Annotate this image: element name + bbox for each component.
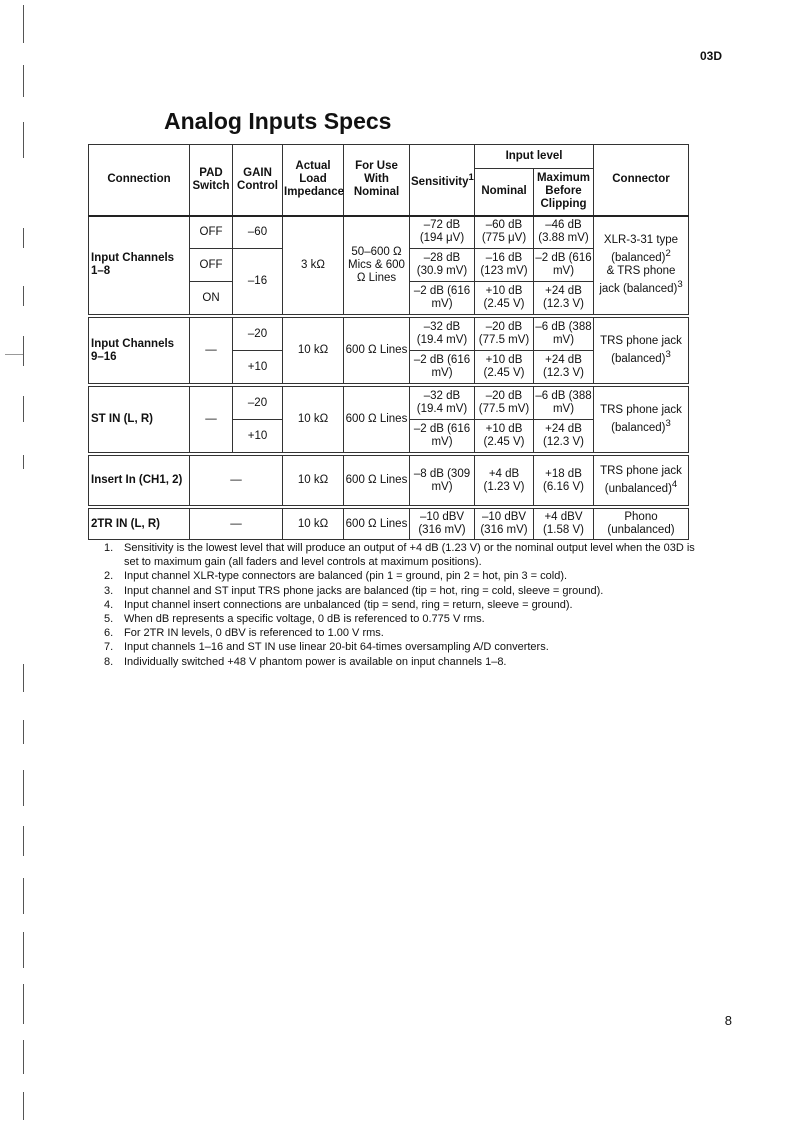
gain-cell: +10 bbox=[233, 420, 283, 453]
for-use-cell: 600 Ω Lines bbox=[344, 387, 410, 453]
scan-edge-mark bbox=[23, 826, 24, 856]
scan-edge-mark bbox=[23, 1092, 24, 1120]
scan-edge-mark bbox=[23, 932, 24, 968]
sensitivity-cell: –8 dB (309 mV) bbox=[410, 456, 475, 506]
sensitivity-cell: –2 dB (616 mV) bbox=[410, 282, 475, 315]
scan-edge-mark bbox=[23, 664, 24, 692]
gain-cell: –20 bbox=[233, 387, 283, 420]
header-connection: Connection bbox=[89, 145, 190, 216]
scan-edge-mark bbox=[23, 984, 24, 1024]
max-level-cell: +18 dB (6.16 V) bbox=[534, 456, 594, 506]
footnote: 8. Individually switched +48 V phantom power is available on input channels 1–8. bbox=[104, 655, 507, 668]
scan-edge-mark bbox=[23, 286, 24, 306]
max-level-cell: +24 dB (12.3 V) bbox=[534, 282, 594, 315]
header-pad-switch: PAD Switch bbox=[190, 145, 233, 216]
impedance-cell: 10 kΩ bbox=[283, 318, 344, 384]
gain-cell: –60 bbox=[233, 216, 283, 249]
scan-edge-mark bbox=[23, 336, 24, 366]
pad-cell: OFF bbox=[190, 216, 233, 249]
nominal-cell: +4 dB (1.23 V) bbox=[475, 456, 534, 506]
page-label: 03D bbox=[699, 49, 722, 63]
connection-cell: ST IN (L, R) bbox=[89, 387, 190, 453]
table-row bbox=[89, 509, 689, 540]
footnote: 3. Input channel and ST input TRS phone jacks are balanced (tip = hot, ring = cold, sleeve = ground). bbox=[104, 584, 604, 597]
footnotes-list bbox=[104, 541, 704, 669]
scan-edge-mark bbox=[23, 5, 24, 43]
sensitivity-cell: –72 dB (194 μV) bbox=[410, 216, 475, 249]
gain-cell: –16 bbox=[233, 249, 283, 315]
impedance-cell: 10 kΩ bbox=[283, 387, 344, 453]
pad-cell: ON bbox=[190, 282, 233, 315]
connector-cell: TRS phone jack (balanced)$^3$ bbox=[594, 387, 689, 453]
sensitivity-cell: –2 dB (616 mV) bbox=[410, 351, 475, 384]
pad-cell: — bbox=[190, 318, 233, 384]
scan-edge-mark bbox=[23, 122, 24, 158]
connector-cell: Phono (unbalanced) bbox=[594, 509, 689, 540]
header-connector: Connector bbox=[594, 145, 689, 216]
scan-edge-mark bbox=[23, 396, 24, 422]
nominal-cell: +10 dB (2.45 V) bbox=[475, 351, 534, 384]
header-for-use-with-nominal: For Use With Nominal bbox=[344, 145, 410, 216]
sensitivity-cell: –2 dB (616 mV) bbox=[410, 420, 475, 453]
max-level-cell: +24 dB (12.3 V) bbox=[534, 351, 594, 384]
scan-edge-mark bbox=[23, 720, 24, 744]
scan-edge-mark bbox=[23, 878, 24, 914]
table-row bbox=[89, 318, 689, 351]
connection-cell: Input Channels 9–16 bbox=[89, 318, 190, 384]
nominal-cell: –20 dB (77.5 mV) bbox=[475, 318, 534, 351]
nominal-cell: –16 dB (123 mV) bbox=[475, 249, 534, 282]
nominal-cell: –60 dB (775 μV) bbox=[475, 216, 534, 249]
header-maximum-before-clipping: Maximum Before Clipping bbox=[534, 169, 594, 216]
page-number: 8 bbox=[724, 1013, 732, 1028]
for-use-cell: 600 Ω Lines bbox=[344, 318, 410, 384]
footnote: 6. For 2TR IN levels, 0 dBV is referenced to 1.00 V rms. bbox=[104, 627, 384, 640]
max-level-cell: –2 dB (616 mV) bbox=[534, 249, 594, 282]
page-title: Analog Inputs Specs bbox=[164, 108, 392, 134]
max-level-cell: +24 dB (12.3 V) bbox=[534, 420, 594, 453]
sensitivity-cell: –10 dBV (316 mV) bbox=[410, 509, 475, 540]
impedance-cell: 3 kΩ bbox=[283, 216, 344, 315]
max-level-cell: –6 dB (388 mV) bbox=[534, 318, 594, 351]
footnote: 1. Sensitivity is the lowest level that will produce an output of +4 dB (1.23 V) or the nominal output level when the 03D is set to maximum gain (all faders and level controls at maximum positions). bbox=[104, 542, 695, 569]
sensitivity-cell: –32 dB (19.4 mV) bbox=[410, 387, 475, 420]
nominal-cell: +10 dB (2.45 V) bbox=[475, 420, 534, 453]
table-row bbox=[89, 387, 689, 420]
connector-cell: XLR-3-31 type (balanced)$^2$ & TRS phone jack (balanced)$^3$ bbox=[594, 216, 689, 315]
table-row bbox=[89, 456, 689, 506]
pad-cell: — bbox=[190, 387, 233, 453]
for-use-cell: 600 Ω Lines bbox=[344, 456, 410, 506]
max-level-cell: –46 dB (3.88 mV) bbox=[534, 216, 594, 249]
max-level-cell: –6 dB (388 mV) bbox=[534, 387, 594, 420]
gain-cell: +10 bbox=[233, 351, 283, 384]
scan-edge-mark bbox=[23, 65, 24, 97]
header-sensitivity: Sensitivity$^1$ bbox=[410, 145, 475, 216]
scan-edge-mark bbox=[23, 1040, 24, 1074]
pad-gain-cell: — bbox=[190, 509, 283, 540]
header-gain-control: GAIN Control bbox=[233, 145, 283, 216]
sensitivity-cell: –32 dB (19.4 mV) bbox=[410, 318, 475, 351]
connector-cell: TRS phone jack (balanced)$^3$ bbox=[594, 318, 689, 384]
specs-table bbox=[88, 144, 689, 540]
impedance-cell: 10 kΩ bbox=[283, 456, 344, 506]
max-level-cell: +4 dBV (1.58 V) bbox=[534, 509, 594, 540]
footnote: 4. Input channel insert connections are unbalanced (tip = send, ring = return, sleeve = ground). bbox=[104, 598, 573, 611]
pad-cell: OFF bbox=[190, 249, 233, 282]
pad-gain-cell: — bbox=[190, 456, 283, 506]
for-use-cell: 50–600 Ω Mics & 600 Ω Lines bbox=[344, 216, 410, 315]
table-row bbox=[89, 216, 689, 249]
footnote: 5. When dB represents a specific voltage, 0 dB is referenced to 0.775 V rms. bbox=[104, 613, 485, 626]
scan-edge-mark bbox=[5, 354, 23, 355]
nominal-cell: –10 dBV (316 mV) bbox=[475, 509, 534, 540]
scan-edge-mark bbox=[23, 455, 24, 469]
impedance-cell: 10 kΩ bbox=[283, 509, 344, 540]
header-actual-load-impedance: Actual Load Impedance bbox=[283, 145, 344, 216]
connector-cell: TRS phone jack (unbalanced)$^4$ bbox=[594, 456, 689, 506]
nominal-cell: +10 dB (2.45 V) bbox=[475, 282, 534, 315]
nominal-cell: –20 dB (77.5 mV) bbox=[475, 387, 534, 420]
connection-cell: Insert In (CH1, 2) bbox=[89, 456, 190, 506]
for-use-cell: 600 Ω Lines bbox=[344, 509, 410, 540]
sensitivity-cell: –28 dB (30.9 mV) bbox=[410, 249, 475, 282]
connection-cell: Input Channels 1–8 bbox=[89, 216, 190, 315]
footnote: 7. Input channels 1–16 and ST IN use linear 20-bit 64-times oversampling A/D converters. bbox=[104, 641, 549, 654]
scan-edge-mark bbox=[23, 770, 24, 806]
header-nominal: Nominal bbox=[475, 169, 534, 216]
header-input-level: Input level bbox=[475, 145, 594, 169]
scan-edge-mark bbox=[23, 228, 24, 248]
footnote: 2. Input channel XLR-type connectors are balanced (pin 1 = ground, pin 2 = hot, pin 3 = cold). bbox=[104, 570, 568, 583]
gain-cell: –20 bbox=[233, 318, 283, 351]
connection-cell: 2TR IN (L, R) bbox=[89, 509, 190, 540]
